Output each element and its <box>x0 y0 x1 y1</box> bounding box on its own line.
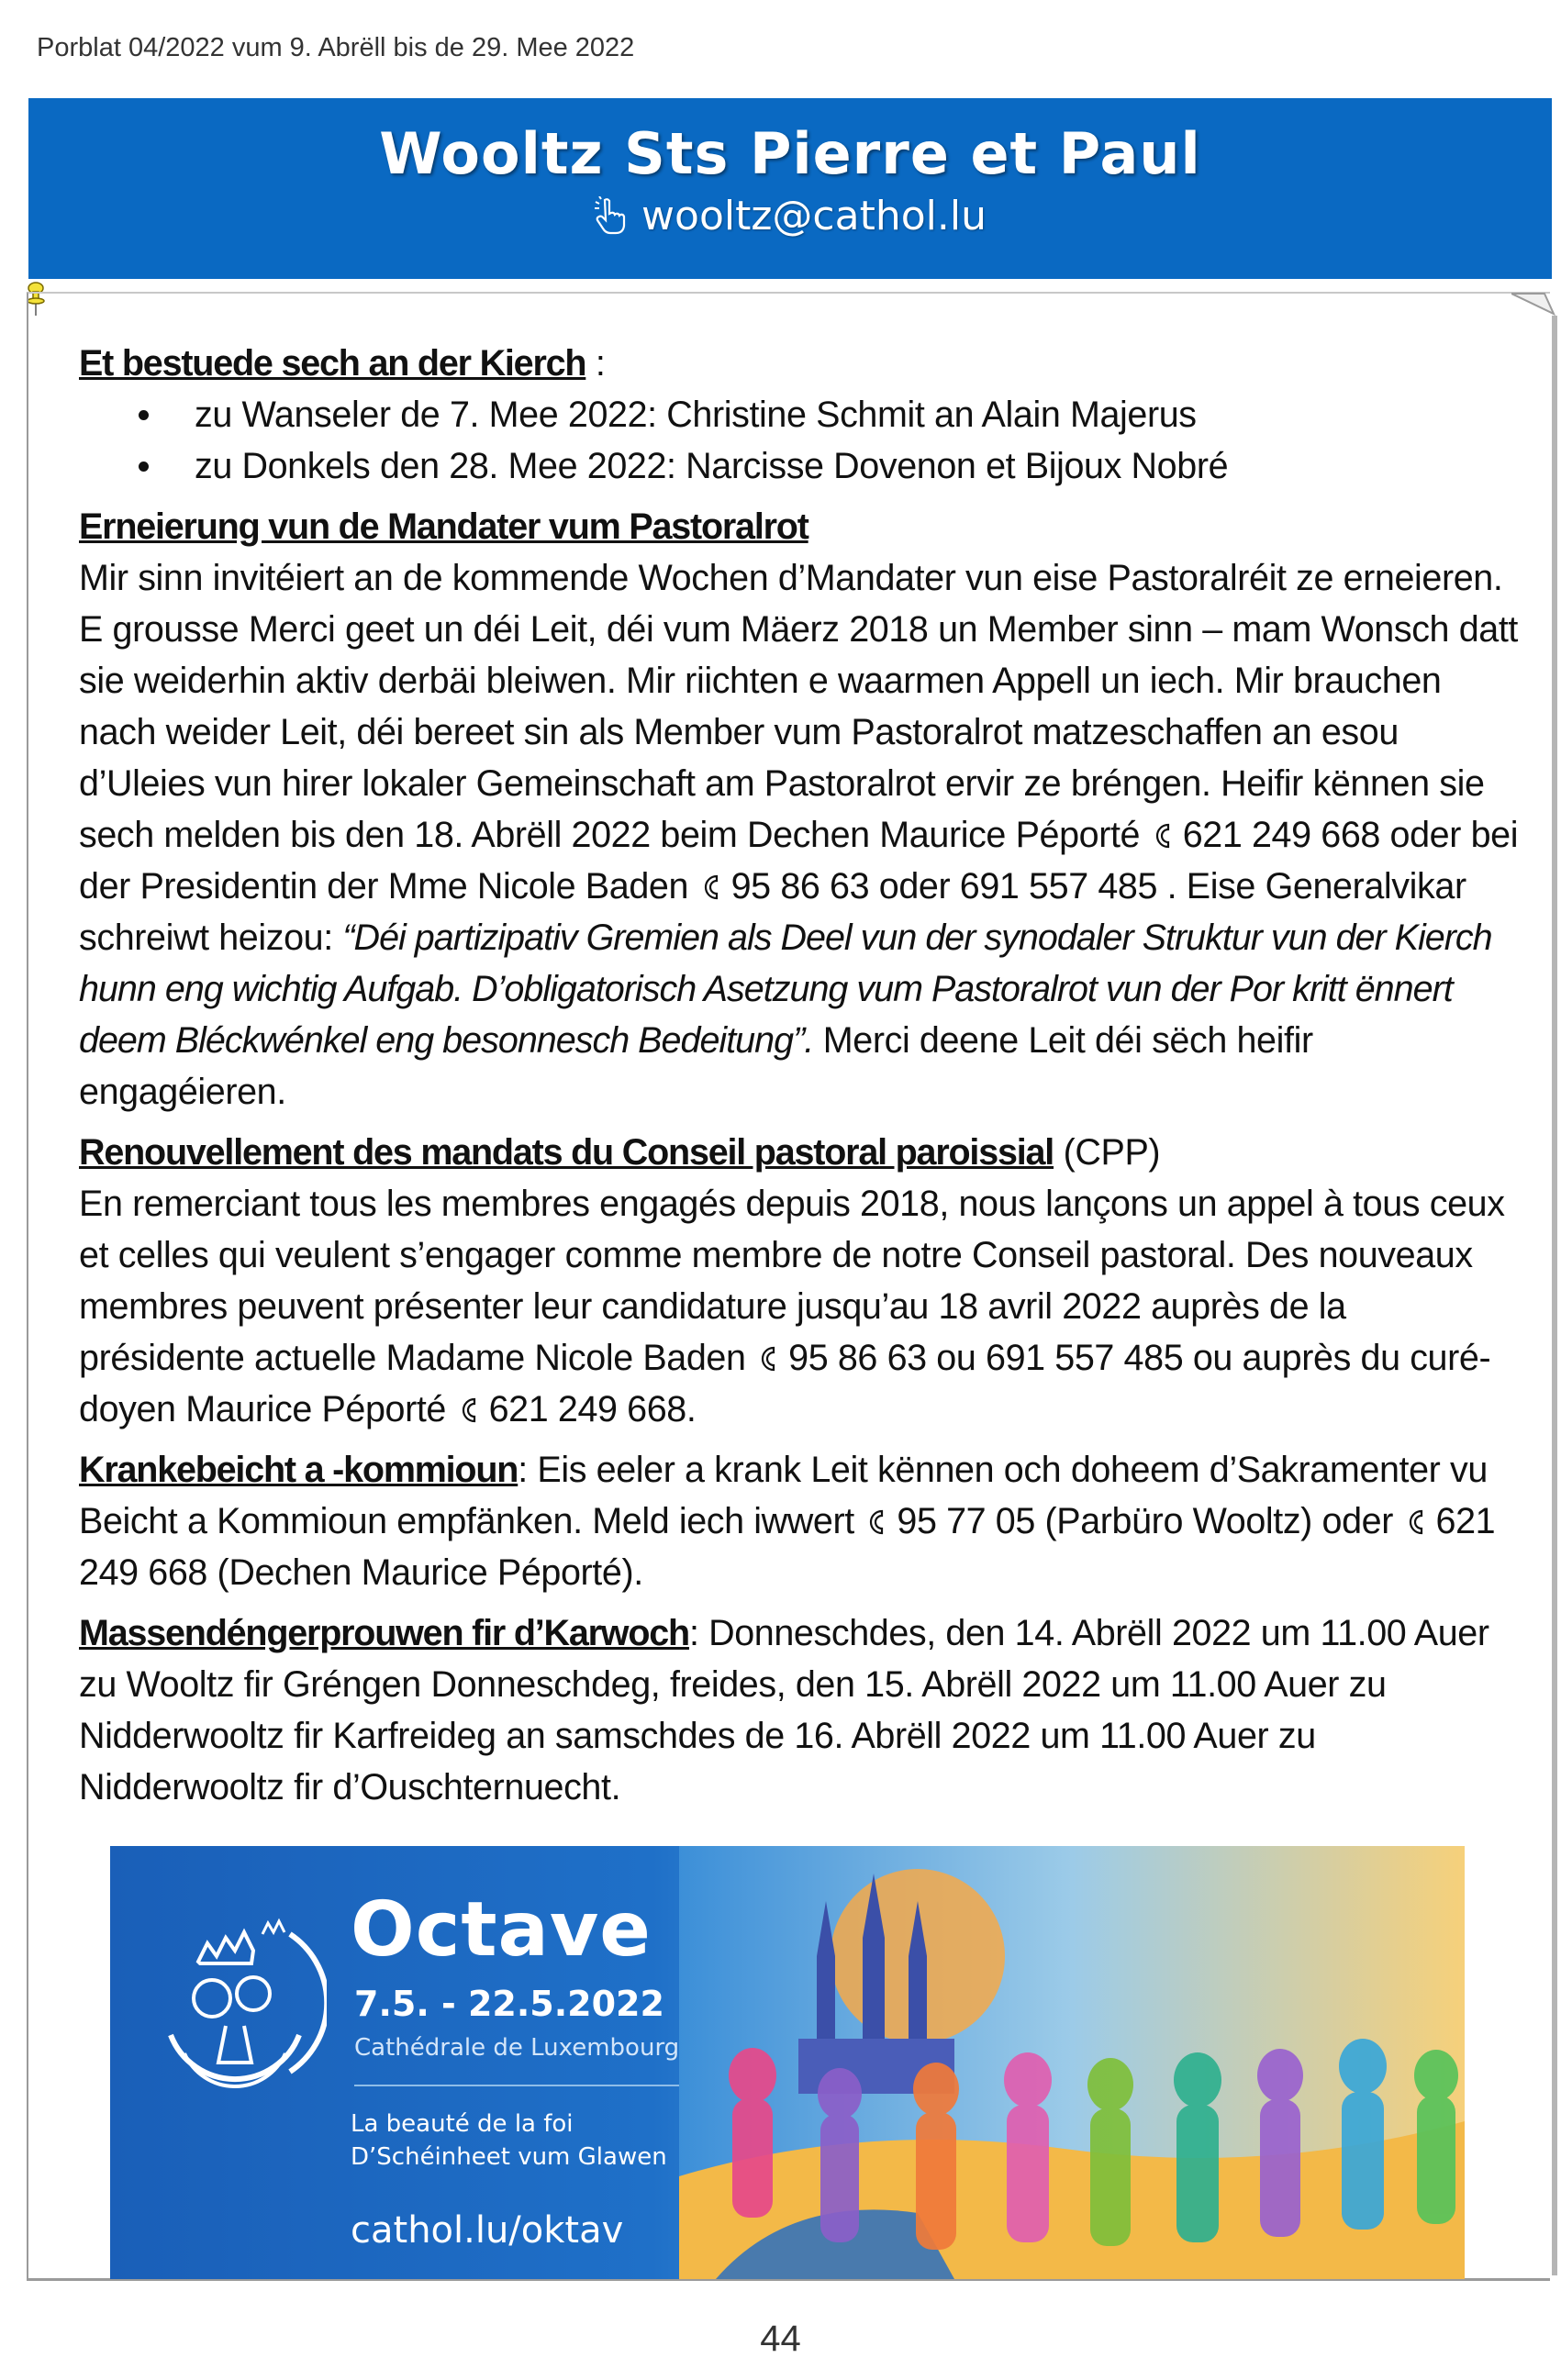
kommioun-heading: Krankebeicht a -kommioun <box>79 1450 518 1490</box>
karwoch-section <box>79 1607 1520 1813</box>
cpp-paragraph <box>79 1178 1520 1435</box>
cpp-section <box>79 1127 1520 1435</box>
weddings-heading-suffix: : <box>585 343 606 384</box>
phone-icon <box>458 1396 485 1424</box>
paragraph-text: : Eis eeler a krank Leit kënnen och doheem d’Sakramenter vu Beicht a Kommioun empfänken. Meld iech iwwert <box>79 1450 1488 1541</box>
phone-number[interactable]: 95 86 63 <box>788 1338 927 1378</box>
running-header: Porblat 04/2022 vum 9. Abrëll bis de 29. Mee 2022 <box>37 33 635 62</box>
phone-icon <box>757 1345 785 1373</box>
phone-icon <box>1405 1508 1433 1536</box>
weddings-list <box>79 389 1520 492</box>
pastoralrot-paragraph <box>79 552 1520 1118</box>
octave-banner-image <box>110 1846 1465 2279</box>
octave-dates: 7.5. - 22.5.2022 <box>354 1984 664 2024</box>
list-item: zu Donkels den 28. Mee 2022: Narcisse Dovenon et Bijoux Nobré <box>79 440 1520 492</box>
page-curl-icon <box>1511 290 1555 317</box>
paragraph-text: Mir sinn invitéiert an de kommende Wochen d’Mandater vun eise Pastoralréit ze erneieren. E grousse Merci geet un déi Leit, déi vum Mäerz 2018 un Member sinn – mam Wonsch datt sie weiderhin aktiv derbäi bleiwen. Mir riichten e waarmen Appell un iech. Mir brauchen nach weider Leit, déi bereet sin als Member vum Pastoralrot matzeschaffen an esou d’Uleies vun hirer lokaler Gemeinschaft am Pastoralrot ervir ze bréngen. Heifir kënnen sie sech melden bis den 18. Abrëll 2022 beim Dechen Maurice Péporté <box>79 558 1518 855</box>
octave-tagline-lb: D’Schéinheet vum Glawen <box>351 2143 667 2171</box>
karwoch-heading: Massendéngerprouwen fir d’Karwoch <box>79 1613 689 1653</box>
hand-pointer-icon <box>594 196 632 235</box>
paragraph-text: (Dechen Maurice Péporté). <box>206 1552 643 1593</box>
parish-title: Wooltz Sts Pierre et Paul <box>379 120 1201 187</box>
phone-number[interactable]: 95 86 63 <box>730 866 870 906</box>
list-item: zu Wanseler de 7. Mee 2022: Christine Schmit an Alain Majerus <box>79 389 1520 440</box>
octave-place: Cathédrale de Luxembourg <box>354 2034 680 2062</box>
octave-tagline-fr: La beauté de la foi <box>351 2110 574 2138</box>
article-body <box>79 338 1520 1822</box>
paragraph-text: Merci deene Leit déi sëch heifir engagéieren. <box>79 1020 1313 1112</box>
page-number: 44 <box>760 2319 801 2359</box>
parish-email-line <box>28 193 1552 239</box>
weddings-section <box>79 338 1520 492</box>
paragraph-text: oder 691 557 485 . Eise Generalvikar schreiwt heizou: <box>79 866 1466 958</box>
kommioun-section <box>79 1444 1520 1598</box>
parish-email[interactable]: wooltz@cathol.lu <box>641 193 987 239</box>
paragraph-text: (Parbüro Wooltz) oder <box>1034 1501 1403 1541</box>
cpp-heading: Renouvellement des mandats du Conseil pastoral paroissial <box>79 1132 1054 1173</box>
octave-title: Octave <box>351 1886 652 1974</box>
pastoralrot-heading: Erneierung vun de Mandater vum Pastoralrot <box>79 506 808 547</box>
octave-divider <box>354 2085 685 2086</box>
octave-illustration <box>679 1846 1465 2279</box>
parish-banner <box>28 98 1552 279</box>
phone-icon <box>700 873 728 901</box>
card-shadow <box>1552 316 1557 2275</box>
karwoch-paragraph <box>79 1607 1520 1813</box>
phone-number[interactable]: 621 249 668 <box>488 1389 686 1429</box>
phone-number[interactable]: 621 249 668 <box>1182 815 1380 855</box>
octave-url[interactable]: cathol.lu/oktav <box>351 2209 624 2252</box>
phone-number[interactable]: 621 249 668 <box>79 1501 1496 1593</box>
cpp-heading-suffix: (CPP) <box>1054 1132 1161 1173</box>
pastoralrot-section <box>79 501 1520 1118</box>
paragraph-text: ou 691 557 485 ou auprès du curé-doyen Maurice Péporté <box>79 1338 1491 1429</box>
paragraph-text: En remerciant tous les membres engagés depuis 2018, nous lançons un appel à tous ceux et celles qui veulent s’engager comme membre de notre Conseil pastoral. Des nouveaux membres peuvent présenter leur candidature jusqu’au 18 avril 2022 auprès de la présidente actuelle Madame Nicole Baden <box>79 1184 1505 1378</box>
generalvikar-quote: “Déi partizipativ Gremien als Deel vun der synodaler Struktur vun der Kierch hunn eng wichtig Aufgab. D’obligatorisch Asetzung vum Pastoralrot vun der Por kritt ënnert deem Bléckwénkel eng besonnesch Bedeitung”. <box>79 918 1492 1061</box>
weddings-heading: Et bestuede sech an der Kierch <box>79 343 586 384</box>
kommioun-paragraph <box>79 1444 1520 1598</box>
phone-icon <box>1152 822 1179 850</box>
paragraph-text: . <box>686 1389 697 1429</box>
octave-crown-logo-icon <box>143 1897 327 2127</box>
paragraph-text: oder bei der Presidentin der Mme Nicole Baden <box>79 815 1519 906</box>
paragraph-text: : Donneschdes, den 14. Abrëll 2022 um 11.00 Auer zu Wooltz fir Gréngen Donneschdeg, freides, den 15. Abrëll 2022 um 11.00 Auer zu Nidderwooltz fir Karfreideg an samschdes de 16. Abrëll 2022 um 11.00 Auer zu Nidderwooltz fir d’Ouschternuecht. <box>79 1613 1489 1807</box>
phone-number[interactable]: 95 77 05 <box>897 1501 1035 1541</box>
phone-icon <box>865 1508 893 1536</box>
